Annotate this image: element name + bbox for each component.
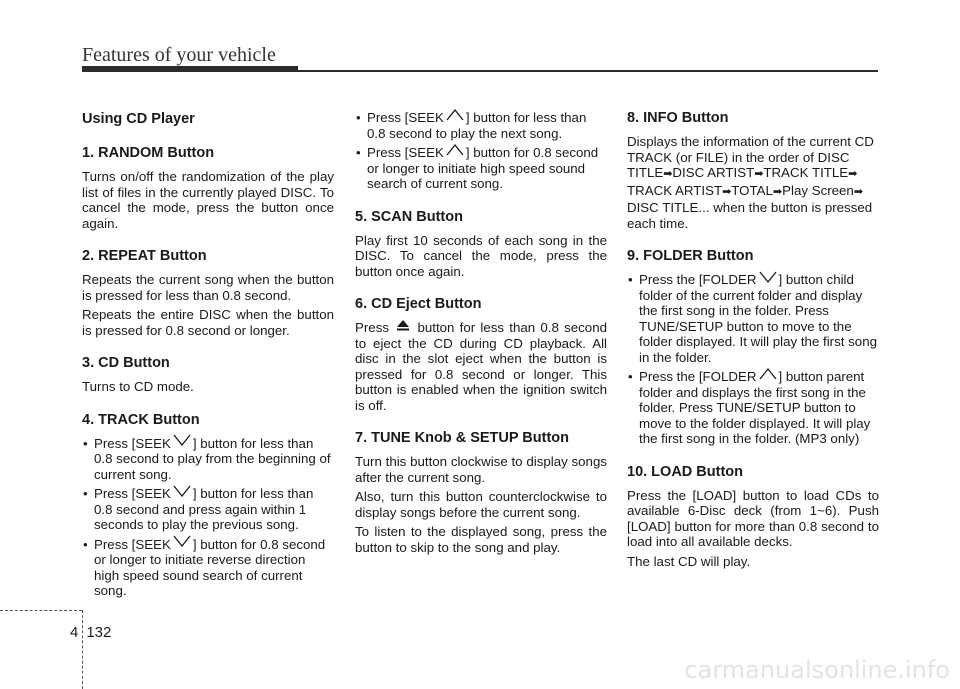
eject-icon: [396, 319, 410, 335]
tune-heading: 7. TUNE Knob & SETUP Button: [355, 430, 570, 446]
arrow-right-icon: ➡: [772, 185, 783, 198]
info-text-part: Displays the information of the current CD TRACK (or FILE) in the order of DISC TITLE: [627, 134, 874, 180]
cd-heading: 3. CD Button: [82, 355, 170, 371]
list-item: [355, 145, 607, 192]
seek-up-list: [355, 110, 607, 192]
list-item-text: ] button for less than 0.8 second to play the next song.: [367, 110, 587, 141]
list-item-text: ] button child folder of the current folder and display the first song in the folder. Press TUNE/SETUP button to move to the folder displayed. It will play the first song in the folder.: [639, 272, 877, 365]
eject-heading: 6. CD Eject Button: [355, 296, 482, 312]
repeat-text-1: Repeats the current song when the button is pressed for less than 0.8 second.: [82, 272, 334, 303]
list-item-text: Press the [FOLDER: [639, 272, 757, 287]
list-item-text: Press [SEEK: [94, 435, 171, 451]
arrow-right-icon: ➡: [722, 185, 732, 198]
load-text-2: The last CD will play.: [627, 553, 751, 569]
repeat-heading: 2. REPEAT Button: [82, 248, 207, 264]
list-item: [82, 537, 334, 599]
column-1: [82, 110, 334, 603]
list-item-text: Press [SEEK: [367, 110, 444, 125]
track-list: [82, 436, 334, 599]
folder-list: [627, 272, 879, 447]
list-item-text: Press [SEEK: [367, 145, 444, 160]
list-item-text: Press [SEEK: [94, 486, 171, 501]
seek-down-icon: [173, 485, 191, 501]
list-item: [82, 486, 334, 533]
list-item-text: ] button for 0.8 second or longer to initiate reverse direction high speed sound search of current song.: [94, 536, 326, 598]
column-3: [627, 110, 879, 573]
watermark: carmanualsonline.info: [684, 656, 950, 684]
eject-text: [355, 320, 607, 413]
list-item-text: ] button for 0.8 second or longer to initiate high speed sound search of current song.: [367, 145, 599, 191]
header-rule-thick: [82, 66, 298, 72]
column-2: [355, 110, 607, 559]
list-item: [627, 369, 879, 447]
seek-down-icon: [173, 434, 191, 450]
folder-heading: 9. FOLDER Button: [627, 248, 754, 264]
scan-heading: 5. SCAN Button: [355, 208, 463, 225]
load-text-1: Press the [LOAD] button to load CDs to available 6-Disc deck (from 1~6). Push [LOAD] button for more than 0.8 second to load into all available decks.: [627, 487, 879, 549]
arrow-right-icon: ➡: [663, 168, 673, 180]
info-text: [627, 134, 879, 231]
list-item: [627, 272, 879, 365]
seek-up-icon: [446, 109, 464, 125]
eject-text-pre: Press: [355, 320, 389, 335]
arrow-right-icon: ➡: [754, 168, 764, 180]
page-number: [70, 624, 111, 641]
repeat-text-2: Repeats the entire DISC when the button is pressed for 0.8 second or longer.: [82, 307, 334, 338]
footer-divider: [82, 610, 83, 689]
scan-text: Play first 10 seconds of each song in the DISC. To cancel the mode, press the button once again.: [355, 232, 607, 279]
info-text-part: TRACK ARTIST: [627, 182, 723, 198]
cd-text: Turns to CD mode.: [82, 379, 194, 394]
info-text-part: DISC TITLE... when the button is pressed each time.: [627, 200, 873, 231]
seek-down-icon: [173, 535, 191, 551]
info-heading: 8. INFO Button: [627, 110, 729, 126]
page-number-value: 132: [86, 624, 112, 641]
list-item-text: ] button for less than 0.8 second and press again within 1 seconds to play the previous song.: [94, 486, 314, 532]
footer-rule: [0, 610, 82, 611]
info-text-part: Play Screen: [782, 182, 854, 198]
track-heading: 4. TRACK Button: [82, 411, 200, 428]
folder-up-icon: [759, 368, 777, 384]
info-text-part: TRACK TITLE: [763, 165, 849, 180]
random-heading: 1. RANDOM Button: [82, 145, 215, 161]
tune-text-3: To listen to the displayed song, press the button to skip to the song and play.: [355, 524, 607, 555]
arrow-right-icon: ➡: [848, 168, 858, 180]
eject-text-post: button for less than 0.8 second to eject the CD during CD playback. All disc in the slot eject when the button is pressed for 0.8 second or longer. This button is enabled when the ignition switch is off.: [355, 320, 607, 413]
seek-up-icon: [446, 144, 464, 160]
list-item-text: ] button for less than 0.8 second to play from the beginning of current song.: [94, 435, 331, 482]
section-title: Using CD Player: [82, 111, 195, 127]
tune-text-1: Turn this button clockwise to display songs after the current song.: [355, 454, 607, 485]
info-text-part: TOTAL: [731, 182, 773, 198]
header-rule-thin: [298, 70, 878, 72]
chapter-number: 4: [70, 624, 79, 641]
random-text: Turns on/off the randomization of the play list of files in the currently played DISC. To cancel the mode, press the button once again.: [82, 169, 334, 231]
list-item-text: Press the [FOLDER: [639, 369, 757, 384]
header-title: Features of your vehicle: [82, 44, 276, 66]
folder-down-icon: [759, 271, 777, 287]
list-item-text: ] button parent folder and displays the first song in the folder. Press TUNE/SETUP button to move to the folder displayed. It will play the first song in the folder. (MP3 only): [639, 369, 871, 446]
list-item-text: Press [SEEK: [94, 536, 171, 552]
load-heading: 10. LOAD Button: [627, 463, 743, 480]
tune-text-2: Also, turn this button counterclockwise to display songs before the current song.: [355, 489, 607, 520]
arrow-right-icon: ➡: [853, 185, 864, 198]
info-text-part: DISC ARTIST: [672, 165, 755, 180]
list-item: [82, 436, 334, 483]
list-item: [355, 110, 607, 141]
